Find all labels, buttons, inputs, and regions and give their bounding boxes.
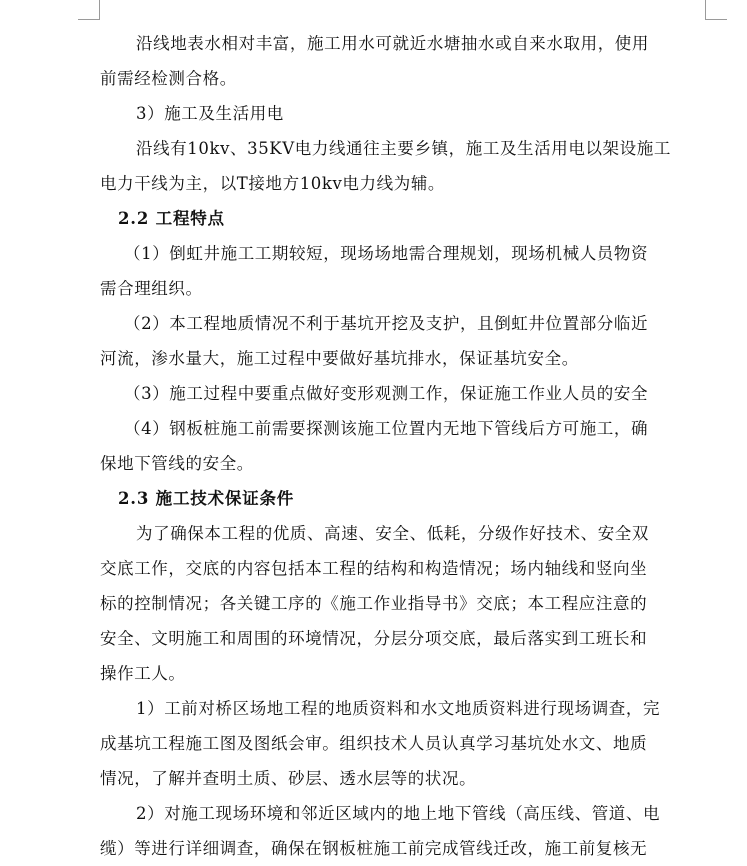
paragraph-line: （4）钢板桩施工前需要探测该施工位置内无地下管线后方可施工，确 [124,419,649,438]
crop-mark-left [99,0,100,20]
paragraph-line: 2）对施工现场环境和邻近区域内的地上地下管线（高压线、管道、电 [136,804,661,823]
paragraph-line: （1）倒虹井施工工期较短，现场场地需合理规划，现场机械人员物资 [124,244,649,263]
paragraph-line: （2）本工程地质情况不利于基坑开挖及支护，且倒虹井位置部分临近 [124,314,649,333]
crop-mark-right [705,0,706,20]
paragraph-line: 为了确保本工程的优质、高速、安全、低耗，分级作好技术、安全双 [136,524,649,543]
crop-mark-left-horizontal [78,19,100,20]
section-heading-2-2: 2.2 工程特点 [118,209,225,228]
paragraph-line: 操作工人。 [100,664,186,683]
paragraph-line: 需合理组织。 [100,279,203,298]
paragraph-line: 情况，了解并查明土质、砂层、透水层等的状况。 [100,769,477,788]
document-body [100,26,705,866]
paragraph-line: 安全、文明施工和周围的环境情况，分层分项交底，最后落实到工班长和 [100,629,648,648]
section-heading-2-3: 2.3 施工技术保证条件 [118,489,295,508]
paragraph-line: 标的控制情况；各关键工序的《施工作业指导书》交底；本工程应注意的 [100,594,648,613]
paragraph-line: 成基坑工程施工图及图纸会审。组织技术人员认真学习基坑处水文、地质 [100,734,648,753]
paragraph-line: 交底工作，交底的内容包括本工程的结构和构造情况；场内轴线和竖向坐 [100,559,648,578]
paragraph-line: 保地下管线的安全。 [100,454,254,473]
paragraph-line: 前需经检测合格。 [100,69,237,88]
paragraph-line: 沿线地表水相对丰富，施工用水可就近水塘抽水或自来水取用，使用 [136,34,649,53]
paragraph-line: 电力干线为主，以T接地方10kv电力线为辅。 [100,174,446,193]
crop-mark-right-horizontal [705,19,727,20]
paragraph-line: 沿线有10kv、35KV电力线通往主要乡镇，施工及生活用电以架设施工 [136,139,671,158]
paragraph-line: 3）施工及生活用电 [136,104,284,123]
paragraph-line: 1）工前对桥区场地工程的地质资料和水文地质资料进行现场调查，完 [136,699,661,718]
paragraph-line: 缆）等进行详细调查，确保在钢板桩施工前完成管线迁改，施工前复核无 [100,839,648,858]
paragraph-line: （3）施工过程中要重点做好变形观测工作，保证施工作业人员的安全 [124,384,649,403]
paragraph-line: 河流，渗水量大，施工过程中要做好基坑排水，保证基坑安全。 [100,349,579,368]
